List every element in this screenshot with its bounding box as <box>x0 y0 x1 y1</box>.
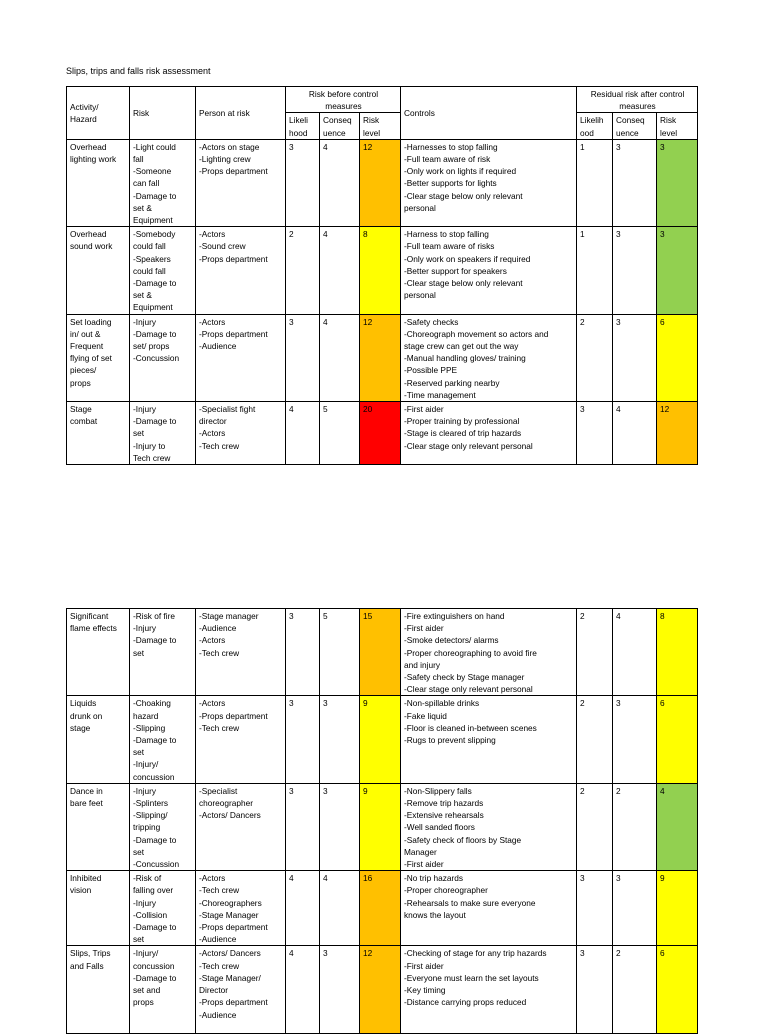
risk-level-before-cell: 8 <box>360 227 401 314</box>
consequence-before-cell: 3 <box>320 696 360 783</box>
consequence-after-cell: 3 <box>613 871 657 946</box>
risk-level-after-cell: 6 <box>657 314 698 401</box>
risk-level-before-cell: 16 <box>360 871 401 946</box>
document-title: Slips, trips and falls risk assessment <box>66 66 211 76</box>
activity-cell: Overhead lighting work <box>67 139 130 226</box>
consequence-before-cell: 4 <box>320 314 360 401</box>
consequence-after-cell: 3 <box>613 696 657 783</box>
risk-level-before-cell: 12 <box>360 139 401 226</box>
consequence-before-cell: 3 <box>320 946 360 1034</box>
header-risk: Risk <box>130 87 196 140</box>
person-at-risk-cell: -Actors/ Dancers -Tech crew -Stage Manager/ Director -Props department -Audience <box>196 946 286 1034</box>
risk-cell: -Injury -Damage to set/ props -Concussion <box>130 314 196 401</box>
table-body-page-1 <box>67 139 698 464</box>
header-controls: Controls <box>401 87 577 140</box>
table-row <box>67 696 698 783</box>
likelihood-before-cell: 3 <box>286 609 320 696</box>
risk-cell: -Light could fall -Someone can fall -Damage to set & Equipment <box>130 139 196 226</box>
activity-cell: Significant flame effects <box>67 609 130 696</box>
person-at-risk-cell: -Specialist fight director -Actors -Tech crew <box>196 402 286 465</box>
likelihood-before-cell: 3 <box>286 139 320 226</box>
likelihood-before-cell: 4 <box>286 402 320 465</box>
consequence-after-cell: 3 <box>613 227 657 314</box>
controls-cell: -Harnesses to stop falling -Full team aware of risk -Only work on lights if required -Better supports for lights -Clear stage below only relevant personal <box>401 139 577 226</box>
consequence-before-cell: 3 <box>320 783 360 870</box>
risk-table-page-2 <box>66 608 698 1034</box>
risk-cell: -Somebody could fall -Speakers could fall -Damage to set & Equipment <box>130 227 196 314</box>
likelihood-after-cell: 1 <box>577 139 613 226</box>
activity-cell: Slips, Trips and Falls <box>67 946 130 1034</box>
person-at-risk-cell: -Actors on stage -Lighting crew -Props department <box>196 139 286 226</box>
consequence-before-cell: 5 <box>320 402 360 465</box>
risk-level-before-cell: 9 <box>360 783 401 870</box>
table-row <box>67 783 698 870</box>
likelihood-before-cell: 4 <box>286 871 320 946</box>
activity-cell: Stage combat <box>67 402 130 465</box>
consequence-before-cell: 4 <box>320 227 360 314</box>
consequence-after-cell: 3 <box>613 139 657 226</box>
header-after-consequence: Conseq uence <box>613 113 657 139</box>
consequence-before-cell: 5 <box>320 609 360 696</box>
person-at-risk-cell: -Specialist choreographer -Actors/ Dancers <box>196 783 286 870</box>
risk-level-before-cell: 12 <box>360 314 401 401</box>
table-body-page-2 <box>67 609 698 1034</box>
consequence-after-cell: 4 <box>613 402 657 465</box>
likelihood-after-cell: 2 <box>577 314 613 401</box>
person-at-risk-cell: -Actors -Tech crew -Choreographers -Stage Manager -Props department -Audience <box>196 871 286 946</box>
risk-cell: -Injury -Splinters -Slipping/ tripping -Damage to set -Concussion <box>130 783 196 870</box>
activity-cell: Liquids drunk on stage <box>67 696 130 783</box>
header-activity: Activity/ Hazard <box>67 87 130 140</box>
risk-cell: -Risk of falling over -Injury -Collision -Damage to set <box>130 871 196 946</box>
consequence-after-cell: 2 <box>613 783 657 870</box>
controls-cell: -Non-Slippery falls -Remove trip hazards -Extensive rehearsals -Well sanded floors -Safety check of floors by Stage Manager -First aider <box>401 783 577 870</box>
consequence-after-cell: 3 <box>613 314 657 401</box>
activity-cell: Set loading in/ out & Frequent flying of set pieces/ props <box>67 314 130 401</box>
likelihood-after-cell: 2 <box>577 609 613 696</box>
table-row <box>67 609 698 696</box>
likelihood-after-cell: 1 <box>577 227 613 314</box>
activity-cell: Overhead sound work <box>67 227 130 314</box>
likelihood-before-cell: 2 <box>286 227 320 314</box>
controls-cell: -Non-spillable drinks -Fake liquid -Floor is cleaned in-between scenes -Rugs to prevent slipping <box>401 696 577 783</box>
risk-cell: -Injury -Damage to set -Injury to Tech crew <box>130 402 196 465</box>
controls-cell: -No trip hazards -Proper choreographer -Rehearsals to make sure everyone knows the layout <box>401 871 577 946</box>
table-row <box>67 871 698 946</box>
header-before-group: Risk before control measures <box>286 87 401 113</box>
likelihood-after-cell: 3 <box>577 871 613 946</box>
likelihood-before-cell: 4 <box>286 946 320 1034</box>
header-after-likelihood: Likelih ood <box>577 113 613 139</box>
likelihood-before-cell: 3 <box>286 696 320 783</box>
header-after-group: Residual risk after control measures <box>577 87 698 113</box>
likelihood-after-cell: 3 <box>577 946 613 1034</box>
risk-level-before-cell: 9 <box>360 696 401 783</box>
likelihood-after-cell: 2 <box>577 783 613 870</box>
risk-level-before-cell: 12 <box>360 946 401 1034</box>
table-row <box>67 227 698 314</box>
header-before-likelihood: Likeli hood <box>286 113 320 139</box>
risk-table-page-1 <box>66 86 698 465</box>
table-row <box>67 314 698 401</box>
activity-cell: Inhibited vision <box>67 871 130 946</box>
risk-level-after-cell: 8 <box>657 609 698 696</box>
risk-level-after-cell: 9 <box>657 871 698 946</box>
risk-level-after-cell: 3 <box>657 139 698 226</box>
header-before-consequence: Conseq uence <box>320 113 360 139</box>
header-person: Person at risk <box>196 87 286 140</box>
person-at-risk-cell: -Stage manager -Audience -Actors -Tech crew <box>196 609 286 696</box>
controls-cell: -Harness to stop falling -Full team aware of risks -Only work on speakers if required -Better support for speakers -Clear stage below only relevant personal <box>401 227 577 314</box>
consequence-before-cell: 4 <box>320 139 360 226</box>
risk-level-before-cell: 15 <box>360 609 401 696</box>
controls-cell: -Checking of stage for any trip hazards -First aider -Everyone must learn the set layouts -Key timing -Distance carrying props reduced <box>401 946 577 1034</box>
consequence-after-cell: 4 <box>613 609 657 696</box>
risk-level-after-cell: 4 <box>657 783 698 870</box>
header-after-level: Risk level <box>657 113 698 139</box>
person-at-risk-cell: -Actors -Sound crew -Props department <box>196 227 286 314</box>
person-at-risk-cell: -Actors -Props department -Audience <box>196 314 286 401</box>
likelihood-after-cell: 2 <box>577 696 613 783</box>
risk-level-after-cell: 3 <box>657 227 698 314</box>
risk-cell: -Injury/ concussion -Damage to set and props <box>130 946 196 1034</box>
risk-level-before-cell: 20 <box>360 402 401 465</box>
likelihood-after-cell: 3 <box>577 402 613 465</box>
risk-cell: -Risk of fire -Injury -Damage to set <box>130 609 196 696</box>
consequence-after-cell: 2 <box>613 946 657 1034</box>
risk-cell: -Choaking hazard -Slipping -Damage to set -Injury/ concussion <box>130 696 196 783</box>
controls-cell: -First aider -Proper training by professional -Stage is cleared of trip hazards -Clear stage only relevant personal <box>401 402 577 465</box>
controls-cell: -Safety checks -Choreograph movement so actors and stage crew can get out the way -Manual handling gloves/ training -Possible PPE -Reserved parking nearby -Time management <box>401 314 577 401</box>
person-at-risk-cell: -Actors -Props department -Tech crew <box>196 696 286 783</box>
risk-level-after-cell: 6 <box>657 696 698 783</box>
activity-cell: Dance in bare feet <box>67 783 130 870</box>
likelihood-before-cell: 3 <box>286 314 320 401</box>
risk-level-after-cell: 12 <box>657 402 698 465</box>
table-row <box>67 946 698 1034</box>
table-row <box>67 402 698 465</box>
consequence-before-cell: 4 <box>320 871 360 946</box>
header-before-level: Risk level <box>360 113 401 139</box>
controls-cell: -Fire extinguishers on hand -First aider -Smoke detectors/ alarms -Proper choreographing to avoid fire and injury -Safety check by Stage manager -Clear stage only relevant personal <box>401 609 577 696</box>
likelihood-before-cell: 3 <box>286 783 320 870</box>
table-row <box>67 139 698 226</box>
risk-level-after-cell: 6 <box>657 946 698 1034</box>
